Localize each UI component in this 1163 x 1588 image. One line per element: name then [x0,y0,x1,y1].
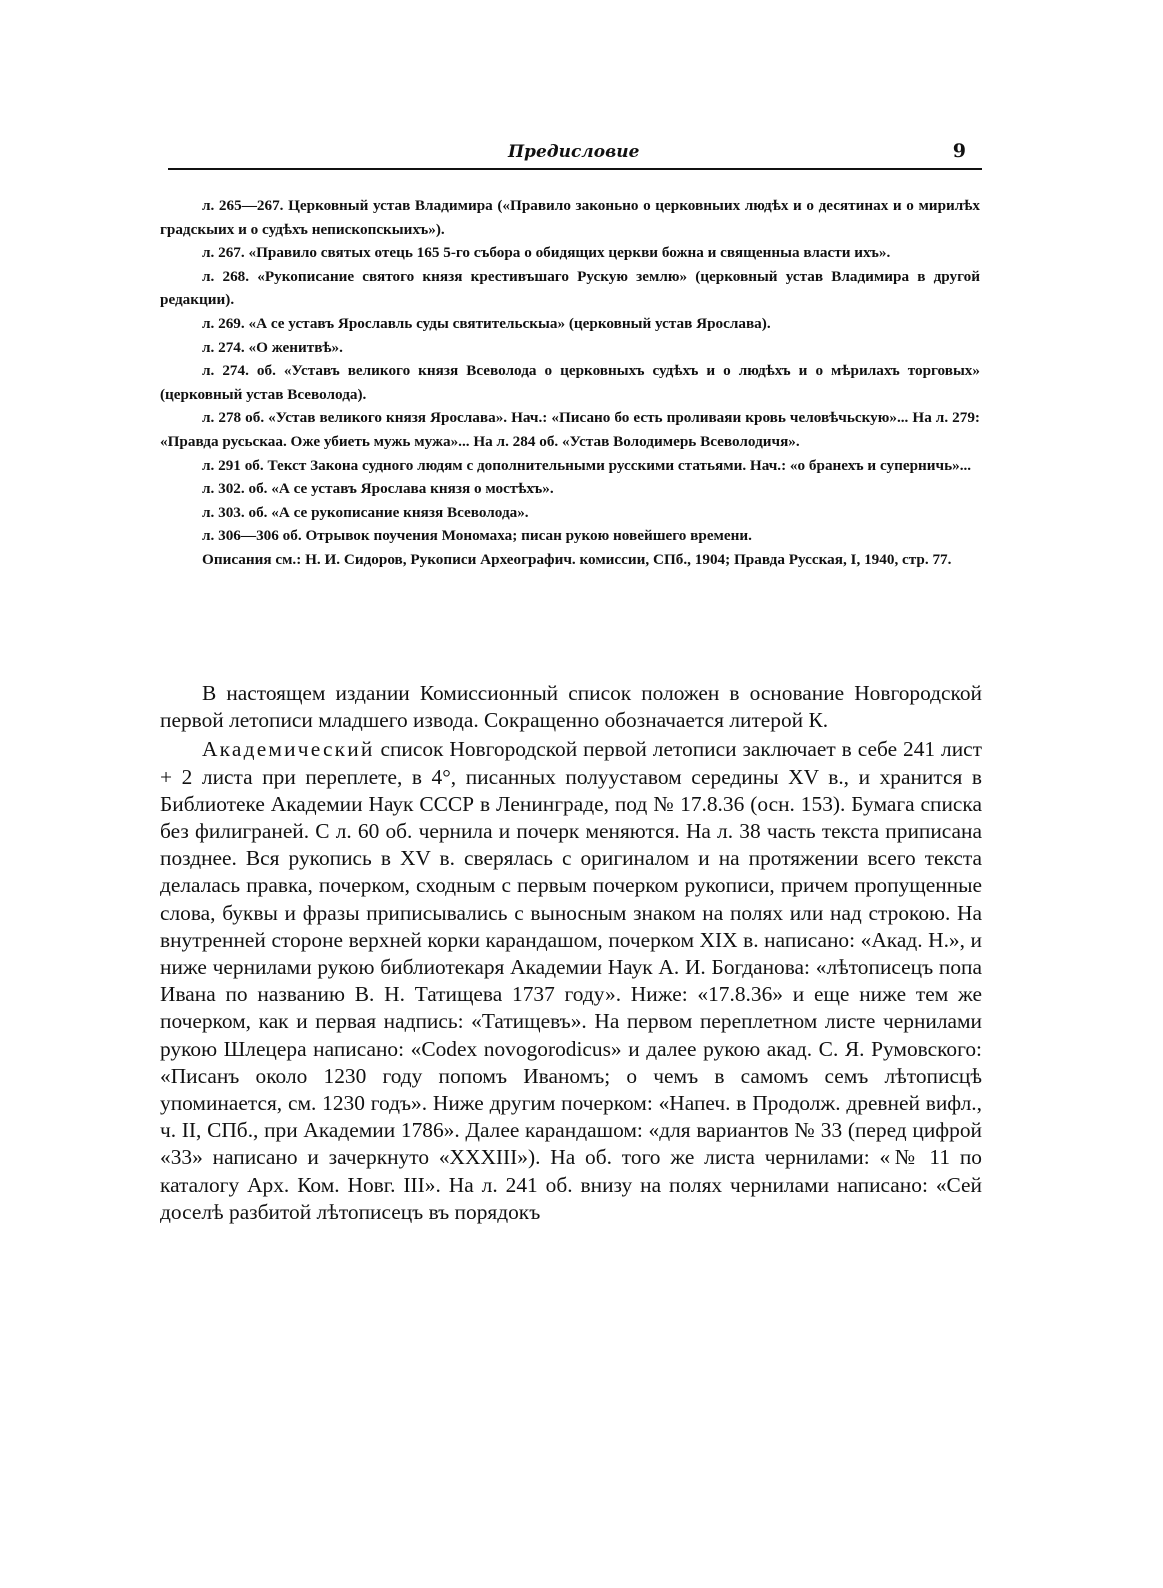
paragraph-text: список Новгородской первой летописи заключает в себе 241 лист + 2 листа при переплете, в 4°, писанных полууставом середины XV в., и хранится в Библиотеке Академии Наук СССР в Ленинграде, под № 17.8.36 (осн. 153). Бумага списка без филиграней. С л. 60 об. чернила и почерк меняются. На л. 38 часть текста приписана позднее. Вся рукопись в XV в. сверялась с оригиналом и на протяжении всего текста делалась правка, почерком, сходным с первым почерком рукописи, причем пропущенные слова, буквы и фразы приписывались с выносным знаком на полях или над строкою. На внутренней стороне верхней корки карандашом, почерком XIX в. написано: «Акад. Н.», и ниже чернилами рукою библиотекаря Академии Наук А. И. Богданова: «лѣтописецъ попа Ивана по названию В. Н. Татищева 1737 году». Ниже: «17.8.36» и еще ниже тем же почерком, как и первая надпись: «Татищевъ». На первом переплетном листе чернилами рукою Шлецера написано: «Codex novogorodicus» и далее рукою акад. С. Я. Румовского: «Писанъ около 1230 году попомъ Иваномъ; о чемъ в самомъ семъ лѣтописцѣ упоминается, см. 1230 годъ». Ниже другим почерком: «Напеч. в Продолж. древней вифл., ч. II, СПб., при Академии 1786». Далее карандашом: «для вариантов № 33 (перед цифрой «33» написано и зачеркнуто «XXXIII»). На об. того же листа чернилами: «№ 11 по каталогу Арх. Ком. Новг. III». На л. 241 об. внизу на полях чернилами написано: «Сей доселѣ разбитой лѣтописецъ въ порядокъ [160,737,982,1224]
list-item: л. 267. «Правило святых отець 165 5-го събора о обидящих церкви божна и священныа власти ихъ». [202,244,891,262]
list-item: л. 268. «Рукописание святого князя крестивъшаго Рускую землю» (церковный устав Владимира в другой редакции). [160,267,980,309]
spaced-term: Академический [202,737,375,762]
list-item: л. 265—267. Церковный устав Владимира («Правило законьно о церковныих людѣх и о десятинах и о мирилѣх градскыих и о судѣхъ непископскыихъ»). [160,197,980,238]
list-item: л. 303. об. «А се рукописание князя Всеволода». [202,503,529,521]
header-rule [168,168,982,170]
page-header [168,140,980,170]
list-item: л. 306—306 об. Отрывок поучения Мономаха; писан рукою новейшего времени. [202,527,752,545]
list-item: л. 274. об. «Уставъ великого князя Всеволода о церковныхъ судѣхъ и о людѣхъ и о мѣрилахъ торговых» (церковный устав Всеволода). [160,362,980,403]
running-title: Предисловие [508,142,640,162]
list-item: л. 278 об. «Устав великого князя Ярослава». Нач.: «Писано бо есть проливаяи кровь человѣчьскую»... На л. 279: «Правда русьскаа. Оже убиеть мужь мужа»... На л. 284 об. «Устав Володимерь Всеволодичя». [160,409,980,450]
manuscript-contents-list [160,194,980,572]
paragraph: В настоящем издании Комиссионный список положен в основание Новгородской первой летописи младшего извода. Сокращенно обозначается литерой К. [160,681,982,733]
list-item: л. 302. об. «А се уставъ Ярослава князя о мостѣхъ». [202,480,554,498]
paragraph [160,736,982,1226]
list-item: л. 269. «А се уставъ Ярославль суды святительскыа» (церковный устав Ярослава). [202,314,771,332]
list-item: л. 291 об. Текст Закона судного людям с дополнительными русскими статьями. Нач.: «о бранехъ и суперничь»... [202,456,972,474]
page-number: 9 [952,140,966,162]
list-item: Описания см.: Н. И. Сидоров, Рукописи Археографич. комиссии, СПб., 1904; Правда Русская, I, 1940, стр. 77. [202,550,952,568]
main-text [160,680,982,1228]
list-item: л. 274. «О женитвѣ». [202,338,343,356]
